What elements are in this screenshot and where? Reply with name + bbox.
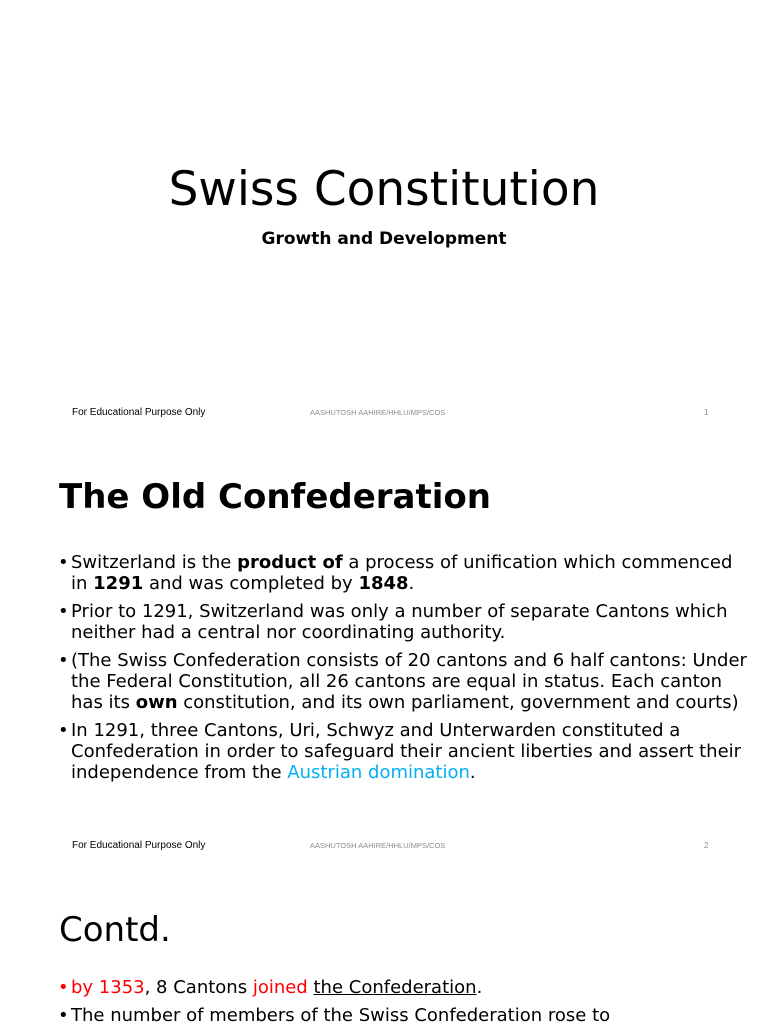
list-item [58,552,748,594]
bullet-icon: • [58,720,69,741]
slide-subtitle: Growth and Development [261,229,507,249]
footer-disclaimer: For Educational Purpose Only [72,407,206,418]
list-item [58,1005,748,1024]
slide-title: Swiss Constitution [168,162,600,217]
slide-heading: Contd. [59,910,171,950]
bullet-icon: • [58,552,69,573]
footer-page-number: 2 [704,841,709,850]
slide-footer [0,406,768,420]
slide-heading: The Old Confederation [59,477,491,517]
bullet-text: . [408,573,415,594]
list-item [58,977,748,998]
bullet-icon: • [58,650,69,671]
bullet-list [58,552,748,790]
bullet-icon: • [58,977,69,998]
bullet-emphasis: product of [237,552,343,573]
bullet-emphasis: 1848 [358,573,409,594]
bullet-text: Prior to 1291, Switzerland was only a number of separate Cantons which neither had a central nor coordinating authority. [71,601,728,643]
bullet-emphasis: own [135,692,178,713]
footer-author: AASHUTOSH AAHIRE/HHLU/MPS/COS [310,841,446,850]
slide-3 [0,866,768,1024]
underlined-text: the Confederation [313,977,477,998]
footer-author: AASHUTOSH AAHIRE/HHLU/MPS/COS [310,408,446,417]
bullet-text: . [476,977,483,998]
slide-2 [0,433,768,866]
bullet-list [58,977,748,1024]
slide-footer [0,839,768,853]
bullet-text: a process of unification which commenced in [71,552,733,594]
bullet-text: The number of members of the Swiss Confederation rose to [71,1005,611,1024]
bullet-text: and was completed by [143,573,359,594]
slide-1 [0,0,768,433]
bullet-text: . [469,762,476,783]
highlighted-text: Austrian domination [287,762,470,783]
list-item [58,720,748,783]
bullet-text: In 1291, three Cantons, Uri, Schwyz and Unterwarden constituted a Confederation in order to safeguard their ancient liberties and assert their independence from the [71,720,742,783]
bullet-emphasis: 1291 [93,573,144,594]
highlighted-text: joined [252,977,308,998]
bullet-text: constitution, and its own parliament, government and courts) [177,692,739,713]
list-item [58,650,748,713]
footer-page-number: 1 [704,408,709,417]
list-item [58,601,748,643]
bullet-icon: • [58,1005,69,1024]
footer-disclaimer: For Educational Purpose Only [72,840,206,851]
bullet-icon: • [58,601,69,622]
highlighted-text: by 1353 [71,977,145,998]
bullet-text: (The Swiss Confederation consists of 20 cantons and 6 half cantons: Under the Federal Constitution, all 26 cantons are equal in status. Each canton has its [71,650,747,713]
bullet-text: , 8 Cantons [144,977,253,998]
bullet-text: Switzerland is the [71,552,238,573]
